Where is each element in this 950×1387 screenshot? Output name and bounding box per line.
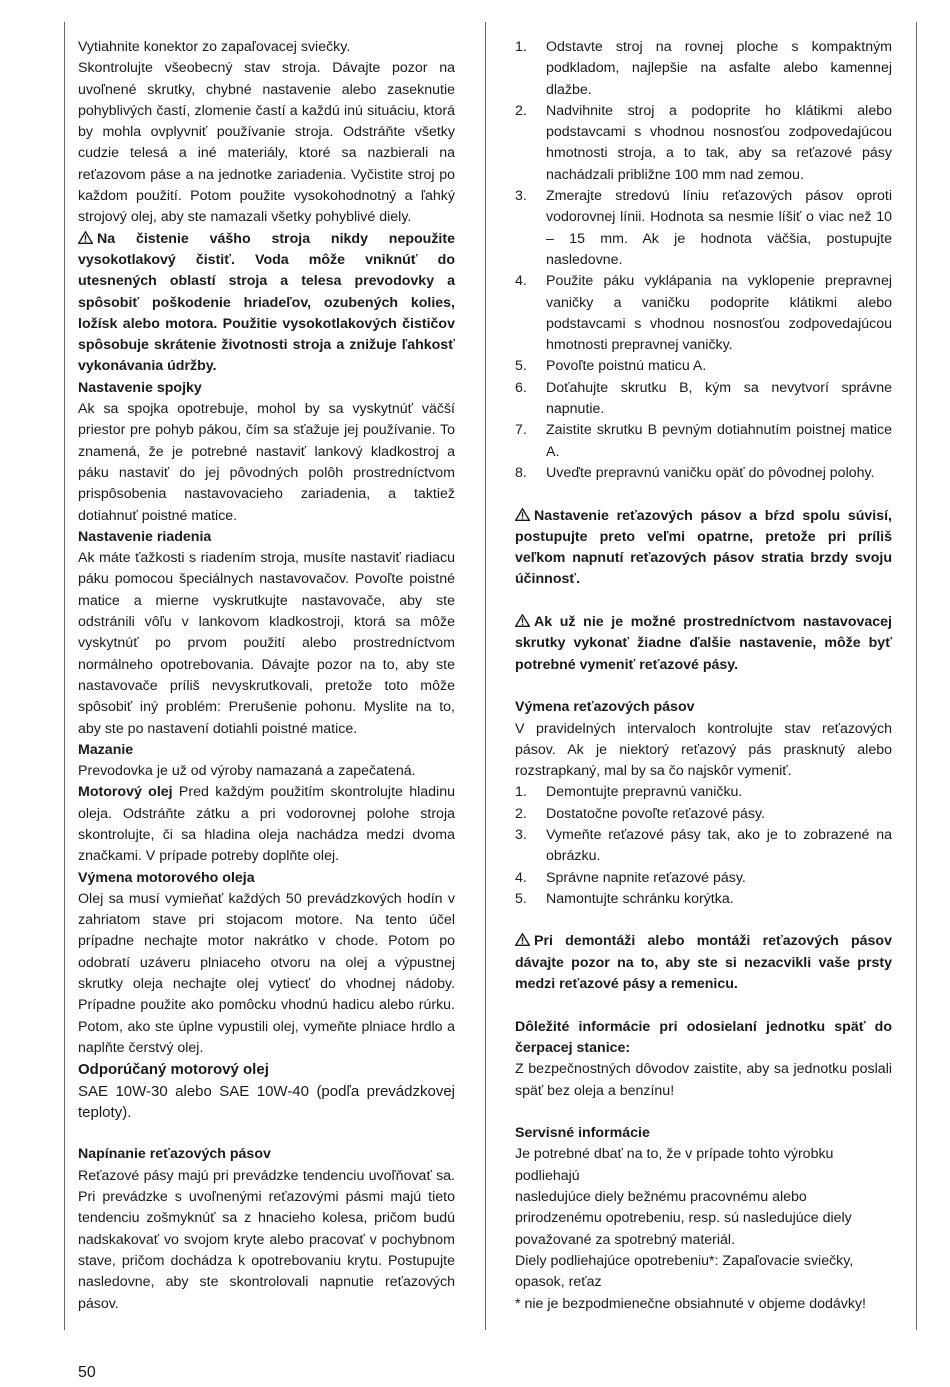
paragraph-lubrication: Prevodovka je už od výroby namazaná a zapečatená.	[78, 763, 416, 780]
spacer	[78, 1123, 455, 1144]
list-item	[515, 782, 892, 803]
spacer	[515, 484, 892, 505]
list-text: Doťahujte skrutku B, kým sa nevytvorí správne napnutie.	[546, 379, 892, 418]
list-item	[515, 378, 892, 421]
list-item	[515, 825, 892, 868]
warning-text: Na čistenie vášho stroja nikdy nepoužite vysokotlakový čistiť. Voda môže vniknúť do utesnených oblastí stroja a telesa prevodovky a spôsobiť poškodenie hriadeľov, ozubených kolies, ložísk alebo motora. Použitie vysokotlakových čističov spôsobuje skrátenie životnosti stroja a znižuje ľahkosť vykonávania údržby.	[78, 230, 455, 375]
list-number: 6.	[515, 379, 527, 396]
paragraph-recommended-oil: SAE 10W-30 alebo SAE 10W-40 (podľa prevádzkovej teploty).	[78, 1082, 455, 1121]
left-margin-rule	[64, 22, 65, 1330]
list-item	[515, 101, 892, 186]
list-item	[515, 356, 892, 377]
list-number: 2.	[515, 805, 527, 822]
paragraph-track-replacement: V pravidelných intervaloch kontrolujte stav reťazových pásov. Ak je niektorý reťazový pás prasknutý alebo rozstrapkaný, mal by sa čo najskôr vymeniť.	[515, 720, 892, 780]
list-text: Nadvihnite stroj a podoprite ho klátikmi alebo podstavcami s vhodnou nosnosťou zodpovedajúcou hmotnosti stroja, a to tak, aby sa reťazové pásy nachádzali približne 100 mm nad zemou.	[546, 102, 892, 183]
list-text: Dostatočne povoľte reťazové pásy.	[546, 805, 765, 822]
warning-replace-tracks	[515, 612, 892, 676]
list-number: 2.	[515, 102, 527, 119]
page-number: 50	[78, 1364, 96, 1381]
list-item	[515, 186, 892, 271]
heading-clutch: Nastavenie spojky	[78, 379, 202, 396]
paragraph-disconnect: Vytiahnite konektor zo zapaľovacej sviečky.	[78, 39, 351, 55]
warning-triangle-icon	[515, 933, 530, 946]
paragraph-oil-change: Olej sa musí vymieňať každých 50 prevádzkových hodín v zahriatom stave pri stojacom motore. Na tento účel prípadne nechajte motor nakrátko v chode. Potom po odobratí uzáveru plniaceho otvoru na olej a výpustnej skrutky oleja nechajte olej vytiecť do vhodnej nádoby. Prípadne použite ako pomôcku vhodnú hadicu alebo rúrku. Potom, ako ste úplne vypustili olej, vymeňte plniace hrdlo a naplňte čerstvý olej.	[78, 890, 455, 1056]
heading-steering: Nastavenie riadenia	[78, 528, 212, 545]
tension-steps-list	[515, 37, 892, 484]
list-text: Správne napnite reťazové pásy.	[546, 869, 746, 886]
paragraph-return-info: Z bezpečnostných dôvodov zaistite, aby sa jednotku poslali späť bez oleja a benzínu!	[515, 1061, 892, 1099]
warning-text: Pri demontáži alebo montáži reťazových pásov dávajte pozor na to, aby ste si nezacvikli vaše prsty medzi reťazové pásy a remenicu.	[515, 933, 892, 993]
warning-high-pressure	[78, 229, 455, 378]
list-number: 1.	[515, 39, 527, 55]
list-text: Uveďte prepravnú vaničku opäť do pôvodnej polohy.	[546, 464, 875, 481]
list-item	[515, 868, 892, 889]
paragraph-service-1: Je potrebné dbať na to, že v prípade tohto výrobku podliehajú	[515, 1146, 834, 1184]
right-column	[515, 37, 892, 1315]
paragraph-engine-oil	[78, 782, 455, 867]
paragraph-track-tension: Reťazové pásy majú pri prevádzke tendenciu uvoľňovať sa. Pri prevádzke s uvoľnenými reťazovými pásmi majú tieto tendenciu zošmyknúť sa z hnacieho kolesa, pričom budú nadskakovať vo svojom kryte alebo pracovať v pochybnom stave, pričom dochádza k opotrebovaniu krytu. Postupujte nasledovne, aby ste skontrolovali napnutie reťazových pásov.	[78, 1167, 455, 1312]
heading-service-info: Servisné informácie	[515, 1125, 650, 1142]
right-margin-rule	[916, 22, 917, 1330]
list-number: 3.	[515, 188, 527, 205]
list-number: 5.	[515, 890, 527, 907]
list-item	[515, 420, 892, 463]
spacer	[515, 591, 892, 612]
paragraph-service-2: nasledujúce diely bežnému pracovnému alebo prirodzenému opotrebeniu, resp. sú nasledujúce diely považované za spotrebný materiál.	[515, 1189, 852, 1248]
list-item	[515, 804, 892, 825]
list-text: Použite páku vyklápania na vyklopenie prepravnej vaničky a vaničku podoprite klátikmi alebo podstavcami s vhodnou nosnosťou zodpovedajúcou hmotnosti prepravnej vaničky.	[546, 273, 892, 354]
spacer	[515, 1102, 892, 1123]
paragraph-steering: Ak máte ťažkosti s riadením stroja, musíte nastaviť riadiacu páku pomocou špeciálnych nastavovačov. Povoľte poistné matice a mierne vyskrutkujte nastavovače, aby ste odstránili vôľu v lankovom kladkostroji, ktorá sa môže vyskytnúť po prvom použití alebo prostredníctvom normálneho opotrebovania. Dávajte pozor na to, aby ste nastavovače príliš nevyskrutkovali, pretože toto môže spôsobiť iný problém: Prerušenie pohonu. Myslite na to, aby ste po nastavení dotiahli poistné matice.	[78, 550, 455, 737]
spacer	[515, 910, 892, 931]
heading-track-tension: Napínanie reťazových pásov	[78, 1146, 271, 1163]
spacer	[515, 676, 892, 697]
list-text: Namontujte schránku korýtka.	[546, 890, 734, 907]
heading-return-info: Dôležité informácie pri odosielaní jednotku späť do čerpacej stanice:	[515, 1018, 892, 1056]
list-number: 7.	[515, 422, 527, 439]
warning-triangle-icon	[78, 231, 93, 244]
list-number: 3.	[515, 826, 527, 843]
list-text: Demontujte prepravnú vaničku.	[546, 784, 743, 801]
paragraph-general-check: Skontrolujte všeobecný stav stroja. Dávajte pozor na uvoľnené skrutky, chybné nastavenie alebo zaseknutie pohyblivých častí, zlomenie častí a každú inú situáciu, ktorá by mohla ovplyvniť používanie stroja. Odstráňte všetky cudzie telesá a iné materiály, ktoré sa nazbierali na reťazovom páse a na jednotke zariadenia. Vyčistite stroj po každom použití. Potom použite vysokohodnotný a ľahký strojový olej, aby ste namazali všetky pohyblivé diely.	[78, 60, 455, 226]
paragraph-service-4: * nie je bezpodmienečne obsiahnuté v objeme dodávky!	[515, 1295, 866, 1312]
engine-oil-text: Pred každým použitím skontrolujte hladinu oleja. Odstráňte zátku a pri vodorovnej polohe stroja skontrolujte, či sa hladina oleja nachádza medzi dvoma značkami. V prípade potreby doplňte olej.	[78, 784, 455, 865]
list-item	[515, 463, 892, 484]
replacement-steps-list	[515, 782, 892, 910]
list-item	[515, 889, 892, 910]
warning-triangle-icon	[515, 508, 530, 521]
warning-text: Ak už nie je možné prostredníctvom nastavovacej skrutky vykonať žiadne ďalšie nastavenie, môže byť potrebné vymeniť reťazové pásy.	[515, 614, 892, 673]
list-text: Zmerajte stredovú líniu reťazových pásov oproti vodorovnej línii. Hodnota sa nesmie líšiť o viac než 10 – 15 mm. Ak je hodnota väčšia, postupujte nasledovne.	[546, 188, 892, 268]
column-divider	[485, 22, 486, 1330]
list-number: 1.	[515, 784, 527, 801]
list-number: 4.	[515, 869, 527, 886]
list-text: Odstavte stroj na rovnej ploche s kompaktným podkladom, najlepšie na asfalte alebo kamennej dlažbe.	[546, 39, 892, 98]
paragraph-service-3: Diely podliehajúce opotrebeniu*: Zapaľovacie sviečky, opasok, reťaz	[515, 1252, 854, 1291]
heading-track-replacement: Výmena reťazových pásov	[515, 699, 695, 716]
list-item	[515, 271, 892, 356]
list-item	[515, 37, 892, 101]
warning-fingers	[515, 931, 892, 995]
list-number: 4.	[515, 273, 527, 290]
heading-oil-change: Výmena motorového oleja	[78, 869, 255, 886]
spacer	[515, 995, 892, 1016]
list-text: Vymeňte reťazové pásy tak, ako je to zobrazené na obrázku.	[546, 826, 892, 865]
paragraph-clutch: Ak sa spojka opotrebuje, mohol by sa vyskytnúť väčší priestor pre pohyb pákou, čím sa sťažuje jej používanie. To znamená, že je potrebné nastaviť lankový kladkostroj a páku nastaviť do jej pôvodných polôh prostredníctvom prispôsobenia nastavovacieho zariadenia, a taktiež dotiahnuť poistné matice.	[78, 401, 455, 524]
warning-brakes	[515, 506, 892, 591]
list-number: 5.	[515, 358, 527, 375]
list-text: Zaistite skrutku B pevným dotiahnutím poistnej matice A.	[546, 422, 892, 460]
heading-lubrication: Mazanie	[78, 741, 134, 758]
heading-recommended-oil: Odporúčaný motorový olej	[78, 1061, 269, 1079]
list-number: 8.	[515, 464, 527, 481]
list-text: Povoľte poistnú maticu A.	[546, 358, 707, 375]
left-column	[78, 37, 455, 1315]
warning-triangle-icon	[515, 614, 530, 627]
engine-oil-label: Motorový olej	[78, 784, 173, 801]
warning-text: Nastavenie reťazových pásov a bŕzd spolu súvisí, postupujte preto veľmi opatrne, pretože pri príliš veľkom napnutí reťazových pásov stratia brzdy svoju účinnosť.	[515, 507, 892, 588]
